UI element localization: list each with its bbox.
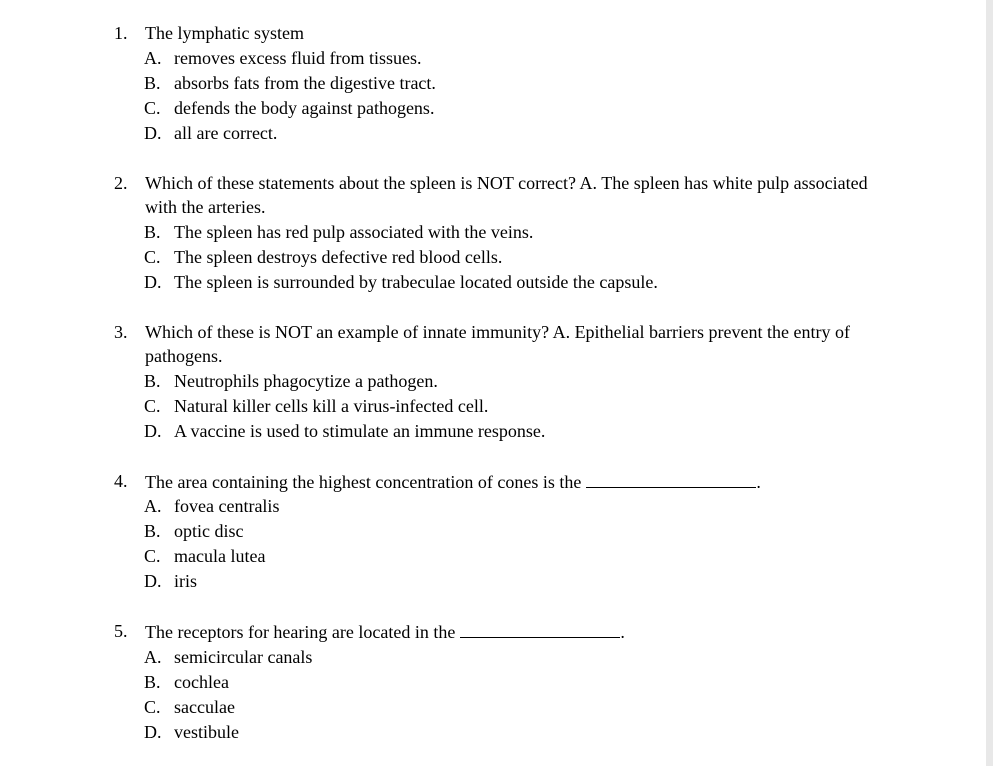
question-5 — [114, 619, 874, 745]
question-text: Which of these is NOT an example of innate immunity? A. Epithelial barriers prevent the entry of pathogens. — [145, 321, 850, 366]
option-text: all are correct. — [174, 122, 278, 143]
option-text: defends the body against pathogens. — [174, 97, 435, 118]
option-letter: C. — [144, 546, 161, 566]
answer-blank — [460, 619, 620, 638]
question-stem — [114, 21, 874, 46]
option-text: sacculae — [174, 696, 235, 717]
answer-option — [114, 720, 874, 745]
option-letter: B. — [144, 370, 161, 391]
question-number: 5. — [114, 621, 128, 641]
answer-option — [114, 71, 874, 96]
question-stem — [114, 619, 874, 645]
option-text: vestibule — [174, 721, 239, 742]
question-3 — [114, 320, 874, 444]
stem-period: . — [756, 471, 761, 492]
stem-period: . — [620, 622, 625, 642]
option-letter: C. — [144, 395, 161, 416]
question-text: Which of these statements about the spleen is NOT correct? A. The spleen has white pulp associated with the arteries. — [145, 172, 868, 217]
option-text: The spleen has red pulp associated with the veins. — [174, 221, 534, 242]
option-text: The spleen destroys defective red blood cells. — [174, 246, 503, 267]
answer-options — [114, 369, 874, 444]
question-4 — [114, 469, 874, 595]
answer-option — [114, 419, 874, 444]
option-text: Neutrophils phagocytize a pathogen. — [174, 370, 438, 391]
question-list — [114, 21, 874, 770]
answer-option — [114, 394, 874, 419]
option-text: semicircular canals — [174, 646, 313, 667]
option-letter: A. — [144, 646, 162, 667]
answer-options — [114, 494, 874, 594]
answer-option — [114, 544, 874, 569]
question-stem — [114, 171, 874, 220]
option-letter: C. — [144, 97, 161, 118]
option-text: absorbs fats from the digestive tract. — [174, 72, 436, 93]
option-letter: B. — [144, 221, 161, 242]
answer-options — [114, 220, 874, 295]
question-text: The lymphatic system — [145, 23, 304, 43]
question-text: The receptors for hearing are located in the — [145, 622, 456, 642]
option-text: iris — [174, 571, 198, 591]
option-letter: D. — [144, 571, 162, 591]
question-stem — [114, 320, 874, 369]
option-letter: B. — [144, 671, 161, 692]
option-text: cochlea — [174, 671, 229, 692]
answer-option — [114, 670, 874, 695]
option-text: macula lutea — [174, 546, 266, 566]
answer-option — [114, 270, 874, 295]
answer-option — [114, 96, 874, 121]
question-2 — [114, 171, 874, 295]
answer-options — [114, 46, 874, 146]
question-text: The area containing the highest concentration of cones is the — [145, 471, 582, 492]
option-letter: D. — [144, 271, 162, 292]
option-letter: D. — [144, 721, 162, 742]
option-text: Natural killer cells kill a virus-infected cell. — [174, 395, 489, 416]
answer-option — [114, 121, 874, 146]
answer-option — [114, 519, 874, 544]
answer-option — [114, 46, 874, 71]
option-letter: C. — [144, 696, 161, 717]
option-text: optic disc — [174, 521, 244, 541]
option-letter: B. — [144, 72, 161, 93]
option-letter: A. — [144, 496, 162, 516]
option-letter: B. — [144, 521, 161, 541]
answer-option — [114, 645, 874, 670]
question-1 — [114, 21, 874, 146]
option-letter: A. — [144, 47, 162, 68]
window-edge — [986, 0, 993, 766]
answer-option — [114, 220, 874, 245]
answer-option — [114, 494, 874, 519]
option-letter: D. — [144, 420, 162, 441]
question-number: 1. — [114, 23, 128, 43]
option-letter: D. — [144, 122, 162, 143]
answer-blank — [586, 469, 756, 488]
answer-option — [114, 569, 874, 594]
option-letter: C. — [144, 246, 161, 267]
question-number: 2. — [114, 172, 128, 193]
answer-option — [114, 369, 874, 394]
question-number: 3. — [114, 321, 128, 342]
answer-option — [114, 695, 874, 720]
question-stem — [114, 469, 874, 495]
answer-option — [114, 245, 874, 270]
option-text: A vaccine is used to stimulate an immune response. — [174, 420, 546, 441]
option-text: fovea centralis — [174, 496, 280, 516]
answer-options — [114, 645, 874, 745]
question-number: 4. — [114, 470, 128, 491]
option-text: removes excess fluid from tissues. — [174, 47, 422, 68]
option-text: The spleen is surrounded by trabeculae located outside the capsule. — [174, 271, 658, 292]
